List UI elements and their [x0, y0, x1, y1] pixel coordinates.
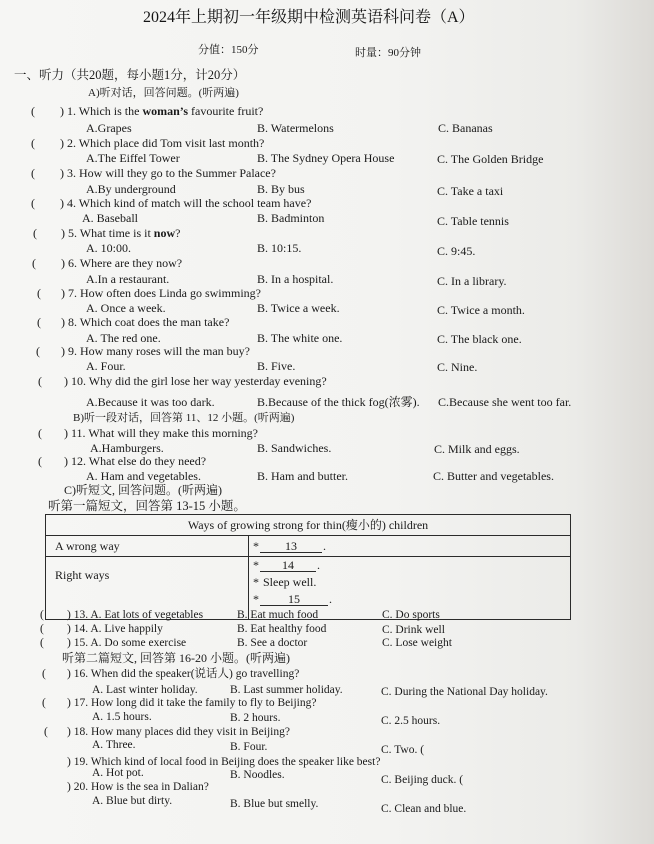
- stem-emphasis: woman’s: [142, 104, 189, 118]
- question-stem: [64, 425, 258, 441]
- option-c: C. Nine.: [437, 360, 478, 374]
- option-c: C. Milk and eggs.: [434, 442, 520, 456]
- option-a: A.Grapes: [86, 121, 132, 135]
- question-stem: [61, 255, 182, 271]
- stem-text: How long did it take the family to fly to Beijing?: [90, 697, 317, 709]
- option-a: A. Last winter holiday.: [92, 684, 198, 696]
- option-b: B. Watermelons: [257, 121, 334, 135]
- option-a: A. Three.: [92, 739, 136, 751]
- table-title: Ways of growing strong for thin(瘦小的) children: [46, 515, 571, 536]
- stem-text-end: favourite fruit?: [188, 104, 264, 118]
- option-c: C. Do sports: [382, 609, 440, 621]
- right-ways-label: Right ways: [46, 557, 249, 620]
- answer-bracket-open: (: [38, 426, 42, 440]
- option-a: A. The red one.: [86, 331, 161, 345]
- stem-text-end: ?: [175, 226, 181, 240]
- question-number: ) 3.: [60, 166, 76, 180]
- answer-bracket-open: (: [40, 623, 44, 635]
- answer-bracket-open: (: [31, 136, 35, 150]
- question-number: ) 4.: [60, 196, 76, 210]
- answer-bracket-open: (: [31, 196, 35, 210]
- answer-bracket-open: (: [40, 609, 44, 621]
- period: .: [323, 538, 326, 553]
- answer-bracket-open: (: [36, 344, 40, 358]
- stem-text: Which is the: [78, 104, 143, 118]
- bullet: *: [253, 538, 259, 553]
- option-c: C.Because she went too far.: [438, 395, 572, 409]
- stem-text: Which kind of match will the school team have?: [78, 196, 312, 210]
- question-number: ) 14.: [67, 623, 89, 635]
- answer-bracket-open: (: [40, 637, 44, 649]
- option-b: B. Four.: [230, 741, 268, 753]
- option-c: C. Clean and blue.: [381, 803, 467, 815]
- stem-text: Which place did Tom visit last month?: [78, 136, 265, 150]
- stem-text: How often does Linda go swimming?: [80, 286, 261, 300]
- stem-text: Which coat does the man take?: [79, 315, 230, 329]
- stem-text: How many places did they visit in Beijing?: [90, 726, 290, 738]
- blank-14-line: [253, 557, 570, 574]
- question-number: ) 17.: [67, 697, 89, 709]
- wrong-way-label: A wrong way: [46, 536, 249, 557]
- question-number: ) 12.: [64, 454, 86, 468]
- option-a: A.Because it was too dark.: [86, 395, 215, 409]
- blank-15: 15: [260, 593, 328, 606]
- part-b-instruction: B)听一段对话，回答第 11、12 小题。(听两遍): [73, 412, 295, 424]
- question-stem: [60, 103, 263, 119]
- blank-15-line: [253, 591, 570, 608]
- option-b: B. Sandwiches.: [257, 441, 332, 455]
- passage-1-instruction: 听第一篇短文，回答第 13-15 小题。: [48, 499, 246, 513]
- stem-text: Where are they now?: [79, 256, 183, 270]
- option-b: B. Last summer holiday.: [230, 684, 343, 696]
- stem-text: Which kind of local food in Beijing does the speaker like best?: [90, 756, 381, 768]
- question-number: ) 20.: [67, 781, 89, 793]
- stem-text: How is the sea in Dalian?: [90, 781, 209, 793]
- question-number: ) 1.: [60, 104, 76, 118]
- option-c: C. Drink well: [382, 624, 445, 636]
- option-a: A.The Eiffel Tower: [86, 151, 180, 165]
- option-c: C. Beijing duck. (: [381, 774, 464, 786]
- blank-13: 13: [260, 540, 322, 553]
- bullet: *: [253, 558, 259, 572]
- answer-bracket-open: (: [37, 315, 41, 329]
- ways-table: [45, 514, 571, 620]
- question-number: ) 16.: [67, 668, 89, 680]
- option-b: B. 10:15.: [257, 241, 302, 255]
- question-stem: [61, 285, 261, 301]
- option-a: A. 1.5 hours.: [92, 711, 152, 723]
- question-stem: [61, 225, 180, 241]
- question-stem: [60, 165, 276, 181]
- option-a: A. Blue but dirty.: [92, 795, 173, 807]
- answer-bracket-open: (: [44, 726, 48, 738]
- score-info: 分值：150分: [198, 44, 259, 56]
- option-a: A. Hot pot.: [92, 767, 144, 779]
- option-c: C. The black one.: [437, 332, 522, 346]
- question-number: ) 19.: [67, 756, 89, 768]
- time-info: 时量：90分钟: [355, 47, 421, 59]
- answer-bracket-open: (: [31, 104, 35, 118]
- option-c: C. 2.5 hours.: [381, 715, 441, 727]
- section-heading: 一、听力（共20题，每小题1分，计20分）: [14, 68, 246, 82]
- question-number: ) 13.: [67, 609, 89, 621]
- period: .: [317, 558, 320, 572]
- option-a: A. Ham and vegetables.: [86, 469, 201, 483]
- question-stem: [61, 314, 229, 330]
- option-b: B. By bus: [257, 182, 305, 196]
- option-c: C. Twice a month.: [437, 303, 525, 317]
- question-number: ) 15.: [67, 637, 89, 649]
- option-a: A.Hamburgers.: [90, 441, 164, 455]
- sleep-well-text: Sleep well.: [263, 575, 317, 589]
- sleep-well-line: [253, 574, 570, 591]
- stem-text: What else do they need?: [88, 454, 207, 468]
- option-c: C. In a library.: [437, 274, 507, 288]
- option-b: B. Noodles.: [230, 769, 285, 781]
- answer-bracket-open: (: [32, 256, 36, 270]
- option-a: A. Do some exercise: [90, 637, 187, 649]
- answer-bracket-open: (: [33, 226, 37, 240]
- option-b: B. 2 hours.: [230, 712, 281, 724]
- option-b: B. Eat much food: [237, 609, 319, 621]
- option-a: A. Four.: [86, 359, 126, 373]
- option-a: A.In a restaurant.: [86, 272, 170, 286]
- answer-bracket-open: (: [37, 286, 41, 300]
- option-b: B. Eat healthy food: [237, 623, 327, 635]
- option-b: B. See a doctor: [237, 637, 308, 649]
- bullet: *: [253, 575, 259, 589]
- option-c: C. The Golden Bridge: [437, 152, 544, 166]
- option-b: B. Blue but smelly.: [230, 798, 319, 810]
- question-number: ) 18.: [67, 726, 89, 738]
- stem-text: What time is it: [79, 226, 154, 240]
- question-number: ) 5.: [61, 226, 77, 240]
- option-b: B. Badminton: [257, 211, 325, 225]
- period: .: [329, 592, 332, 606]
- option-c: C. Lose weight: [382, 637, 452, 649]
- option-b: B. The Sydney Opera House: [257, 151, 395, 165]
- answer-bracket-open: (: [42, 668, 46, 680]
- question-stem: [67, 666, 299, 682]
- option-b: B. Ham and butter.: [257, 469, 348, 483]
- option-c: C. Two. (: [381, 744, 425, 756]
- answer-bracket-open: (: [31, 166, 35, 180]
- option-a: A.By underground: [86, 182, 176, 196]
- question-stem: [60, 195, 311, 211]
- option-b: B. The white one.: [257, 331, 343, 345]
- question-number: ) 9.: [61, 344, 77, 358]
- passage-2-instruction: 听第二篇短文, 回答第 16-20 小题。(听两遍): [62, 651, 290, 665]
- question-line: [67, 635, 186, 651]
- option-a: A. Live happily: [90, 623, 163, 635]
- option-c: C. Table tennis: [437, 214, 509, 228]
- stem-text: How will they go to the Summer Palace?: [79, 166, 276, 180]
- option-a: A. Once a week.: [86, 301, 166, 315]
- question-stem: [64, 453, 206, 469]
- bullet: *: [253, 592, 259, 606]
- answer-bracket-open: (: [38, 374, 42, 388]
- option-c: C. Butter and vegetables.: [433, 469, 554, 483]
- option-a: A. Baseball: [82, 211, 138, 225]
- option-a: A. 10:00.: [86, 241, 131, 255]
- question-number: ) 2.: [60, 136, 76, 150]
- stem-text: When did the speaker(说话人) go travelling?: [90, 668, 300, 680]
- wrong-way-cell: [249, 536, 571, 557]
- option-c: C. 9:45.: [437, 244, 476, 258]
- blank-13-line: [253, 538, 570, 555]
- option-c: C. Take a taxi: [437, 184, 504, 198]
- part-a-instruction: A)听对话，回答问题。(听两遍): [88, 87, 239, 99]
- option-c: C. Bananas: [438, 121, 493, 135]
- option-b: B. Five.: [257, 359, 296, 373]
- part-c-instruction: C)听短文, 回答问题。(听两遍): [64, 483, 222, 497]
- option-a: A. Eat lots of vegetables: [90, 609, 204, 621]
- question-number: ) 10.: [64, 374, 86, 388]
- question-stem: [64, 373, 327, 389]
- answer-bracket-open: (: [42, 697, 46, 709]
- stem-emphasis: now: [153, 226, 176, 240]
- question-number: ) 7.: [61, 286, 77, 300]
- stem-text: How many roses will the man buy?: [80, 344, 250, 358]
- option-b: B. In a hospital.: [257, 272, 334, 286]
- stem-text: Why did the girl lose her way yesterday evening?: [88, 374, 327, 388]
- question-stem: [60, 135, 264, 151]
- question-number: ) 8.: [61, 315, 77, 329]
- question-number: ) 6.: [61, 256, 77, 270]
- answer-bracket-open: (: [38, 454, 42, 468]
- option-b: B.Because of the thick fog(浓雾).: [257, 395, 420, 409]
- stem-text: What will they make this morning?: [88, 426, 258, 440]
- page-title: 2024年上期初一年级期中检测英语科问卷（A）: [143, 9, 475, 26]
- option-c: C. During the National Day holiday.: [381, 686, 548, 698]
- question-number: ) 11.: [64, 426, 86, 440]
- blank-14: 14: [260, 559, 316, 572]
- question-stem: [61, 343, 250, 359]
- option-b: B. Twice a week.: [257, 301, 340, 315]
